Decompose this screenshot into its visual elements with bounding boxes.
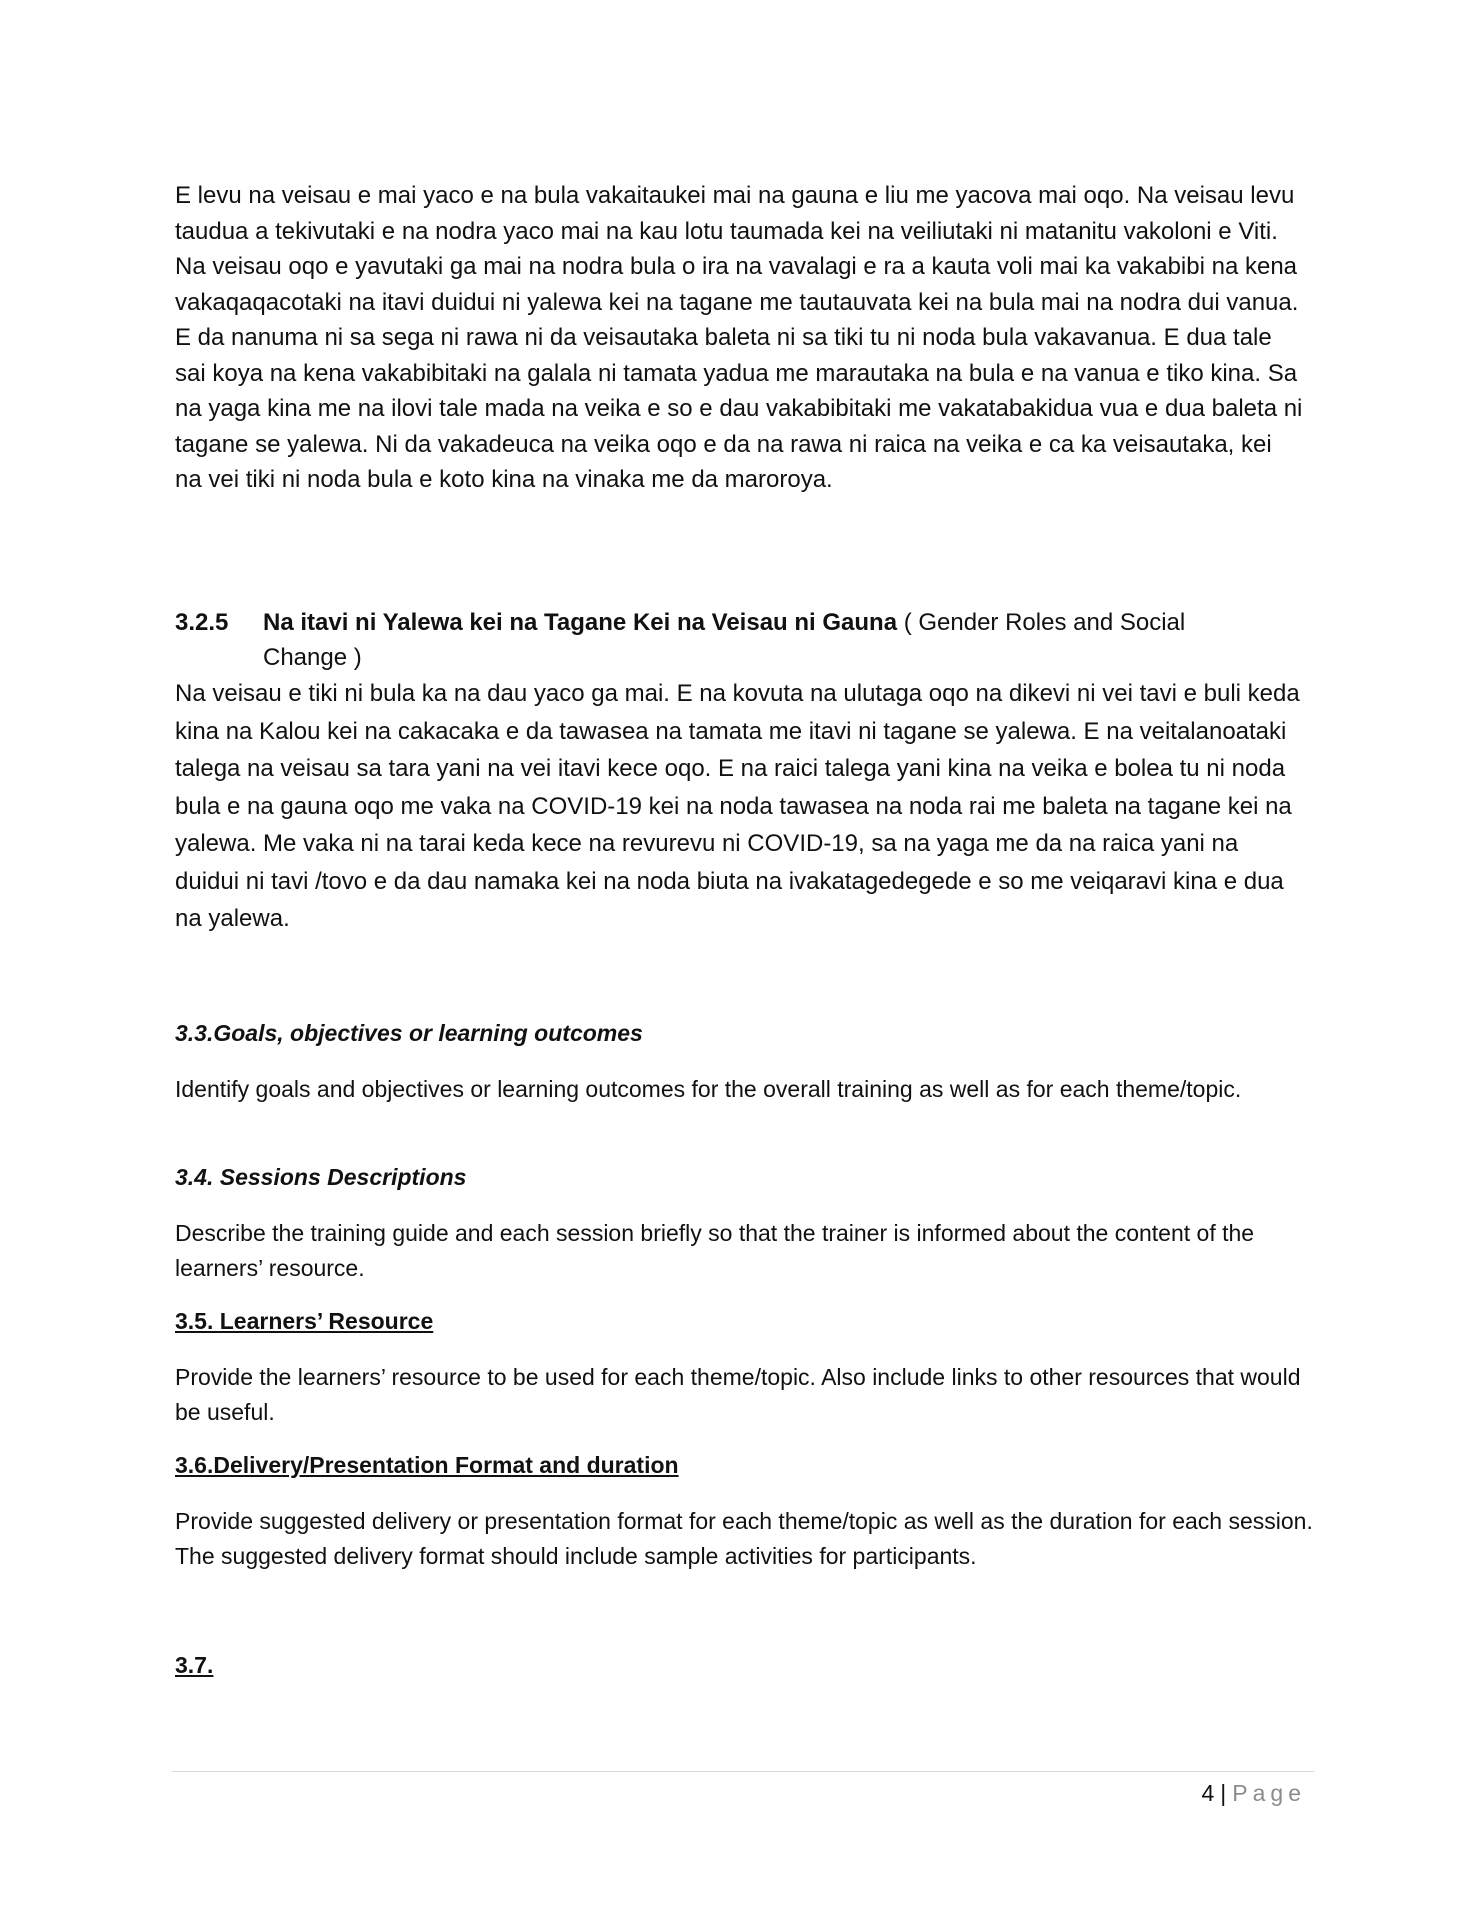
- section-title: Na itavi ni Yalewa kei na Tagane Kei na Veisau ni Gauna: [263, 609, 898, 636]
- gender-roles-paragraph: Na veisau e tiki ni bula ka na dau yaco ga mai. E na kovuta na ulutaga oqo na dikevi ni vei tavi e buli keda kina na Kalou kei na cakacaka e da tawasea na tamata me itavi ni tagane se yalewa. E na veitalanoataki talega na veisau sa tara yani na vei itavi kece oqo. E na raici talega yani kina na veika e bolea tu ni noda bula e na gauna oqo me vaka na COVID-19 kei na noda tawasea na noda rai me baleta na tagane kei na yalewa. Me vaka ni na tarai keda kece na revurevu ni COVID-19, sa na yaga me da na raica yani na duidui ni tavi /tovo e da dau namaka kei na noda biuta na ivakatagedegede e so me veiqaravi kina e dua na yalewa.: [175, 680, 1300, 932]
- learners-resource-body: Provide the learners’ resource to be used for each theme/topic. Also include links to other resources that would be useful.: [175, 1364, 1301, 1425]
- section-subtitle-continued: Change ): [263, 644, 362, 671]
- page-label: Page: [1232, 1780, 1306, 1806]
- section-number: 3.2.5: [175, 609, 229, 636]
- page-footer: [1202, 1778, 1307, 1808]
- intro-paragraph: E levu na veisau e mai yaco e na bula vakaitaukei mai na gauna e liu me yacova mai oqo. Na veisau levu taudua a tekivutaki e na nodra yaco mai na kau lotu taumada kei na veiliutaki ni matanitu vakoloni e Viti. Na veisau oqo e yavutaki ga mai na nodra bula o ira na vavalagi e ra a kauta voli mai ka vakabibi na kena vakaqaqacotaki na itavi duidui ni yalewa kei na tagane me tautauvata kei na bula mai na nodra dui vanua. E da nanuma ni sa sega ni rawa ni da veisautaka baleta ni sa tiki tu ni noda bula vakavanua. E dua tale sai koya na kena vakabibitaki na galala ni tamata yadua me marautaka na bula e na vanua e tiko kina. Sa na yaga kina me na ilovi tale mada na veika e so e dau vakabibitaki me vakatabakidua vua e dua baleta ni tagane se yalewa. Ni da vakadeuca na veika oqo e da na rawa ni raica na veika e ca ka veisautaka, kei na vei tiki ni noda bula e koto kina na vinaka me da maroroya.: [175, 182, 1303, 493]
- section-3-2-5-heading: [175, 605, 1305, 675]
- section-subtitle: ( Gender Roles and Social: [897, 609, 1186, 636]
- goals-body: Identify goals and objectives or learning outcomes for the overall training as well as for each theme/topic.: [175, 1076, 1242, 1102]
- learners-resource-heading: 3.5. Learners’ Resource: [175, 1308, 434, 1334]
- sessions-body: Describe the training guide and each session briefly so that the trainer is informed about the content of the learners’ resource.: [175, 1220, 1255, 1281]
- footer-divider: [172, 1771, 1314, 1772]
- sessions-heading: 3.4. Sessions Descriptions: [175, 1164, 467, 1190]
- page-number: 4: [1201, 1780, 1215, 1806]
- delivery-format-body: Provide suggested delivery or presentation format for each theme/topic as well as the duration for each session. The suggested delivery format should include sample activities for participants.: [175, 1508, 1313, 1569]
- delivery-format-heading: 3.6.Delivery/Presentation Format and duration: [175, 1452, 679, 1478]
- goals-heading: 3.3.Goals, objectives or learning outcomes: [175, 1020, 643, 1046]
- section-3-7-heading: 3.7.: [175, 1652, 214, 1678]
- footer-separator: |: [1220, 1780, 1227, 1806]
